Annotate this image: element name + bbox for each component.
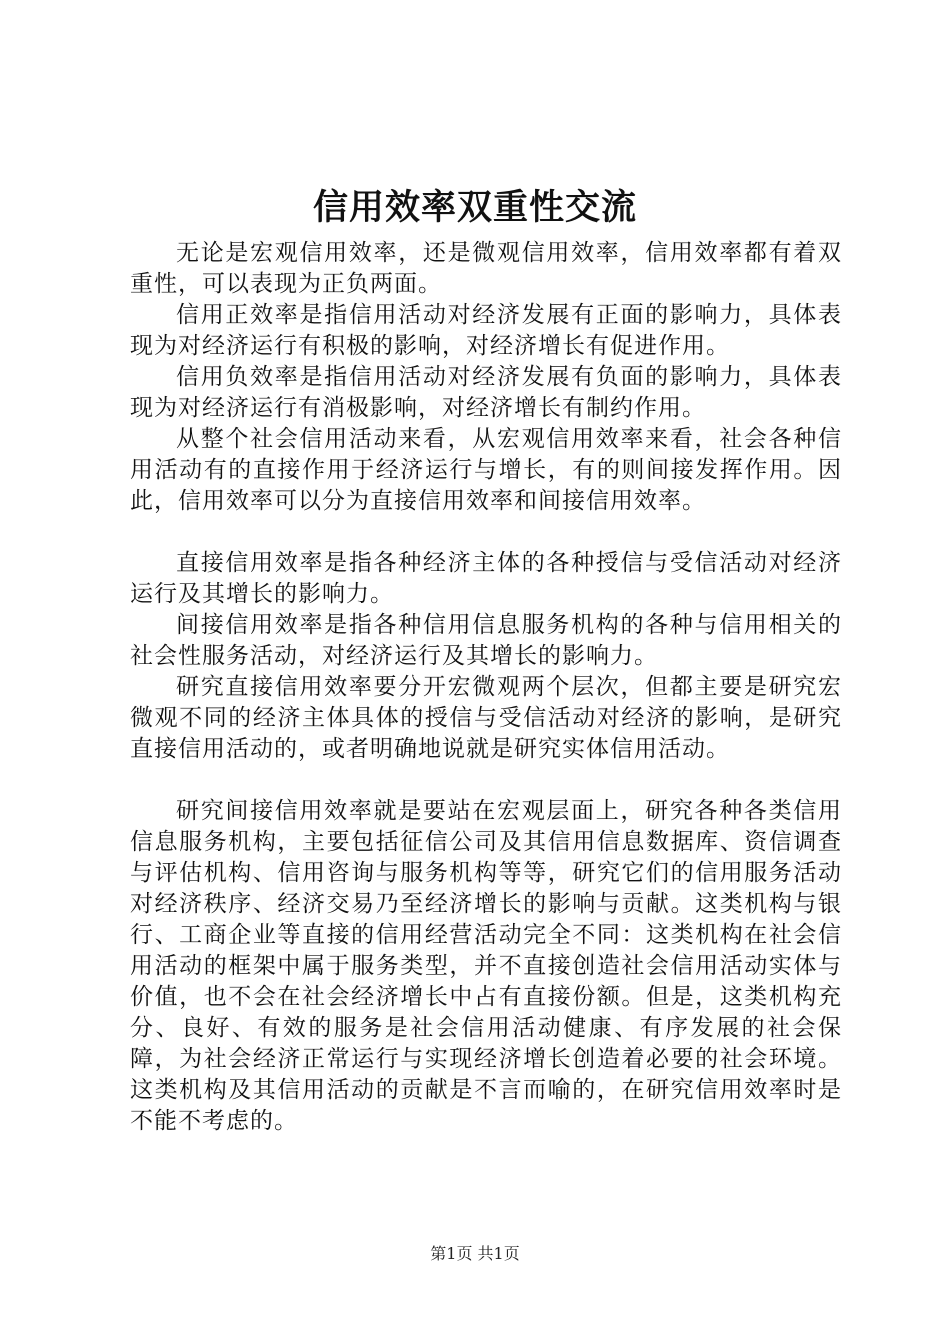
document-body [130,238,842,1137]
paragraph-2: 信用正效率是指信用活动对经济发展有正面的影响力，具体表现为对经济运行有积极的影响，对经济增长有促进作用。 [130,302,842,359]
paragraph-8: 研究间接信用效率就是要站在宏观层面上，研究各种各类信用信息服务机构，主要包括征信公司及其信用信息数据库、资信调查与评估机构、信用咨询与服务机构等等，研究它们的信用服务活动对经济秩序、经济交易乃至经济增长的影响与贡献。这类机构与银行、工商企业等直接的信用经营活动完全不同：这类机构在社会信用活动的框架中属于服务类型，并不直接创造社会信用活动实体与价值，也不会在社会经济增长中占有直接份额。但是，这类机构充分、良好、有效的服务是社会信用活动健康、有序发展的社会保障，为社会经济正常运行与实现经济增长创造着必要的社会环境。这类机构及其信用活动的贡献是不言而喻的，在研究信用效率时是不能不考虑的。 [130,798,842,1134]
paragraph-5: 直接信用效率是指各种经济主体的各种授信与受信活动对经济运行及其增长的影响力。 [130,550,842,607]
paragraph-1: 无论是宏观信用效率，还是微观信用效率，信用效率都有着双重性，可以表现为正负两面。 [130,240,842,297]
paragraph-6: 间接信用效率是指各种信用信息服务机构的各种与信用相关的社会性服务活动，对经济运行及其增长的影响力。 [130,612,842,669]
page-footer: 第1页 共1页 [430,1244,520,1263]
paragraph-7: 研究直接信用效率要分开宏微观两个层次，但都主要是研究宏微观不同的经济主体具体的授信与受信活动对经济的影响，是研究直接信用活动的，或者明确地说就是研究实体信用活动。 [130,674,842,762]
document-title: 信用效率双重性交流 [312,188,637,228]
paragraph-3: 信用负效率是指信用活动对经济发展有负面的影响力，具体表现为对经济运行有消极影响，对经济增长有制约作用。 [130,364,842,421]
paragraph-4: 从整个社会信用活动来看，从宏观信用效率来看，社会各种信用活动有的直接作用于经济运行与增长，有的则间接发挥作用。因此，信用效率可以分为直接信用效率和间接信用效率。 [130,426,842,514]
